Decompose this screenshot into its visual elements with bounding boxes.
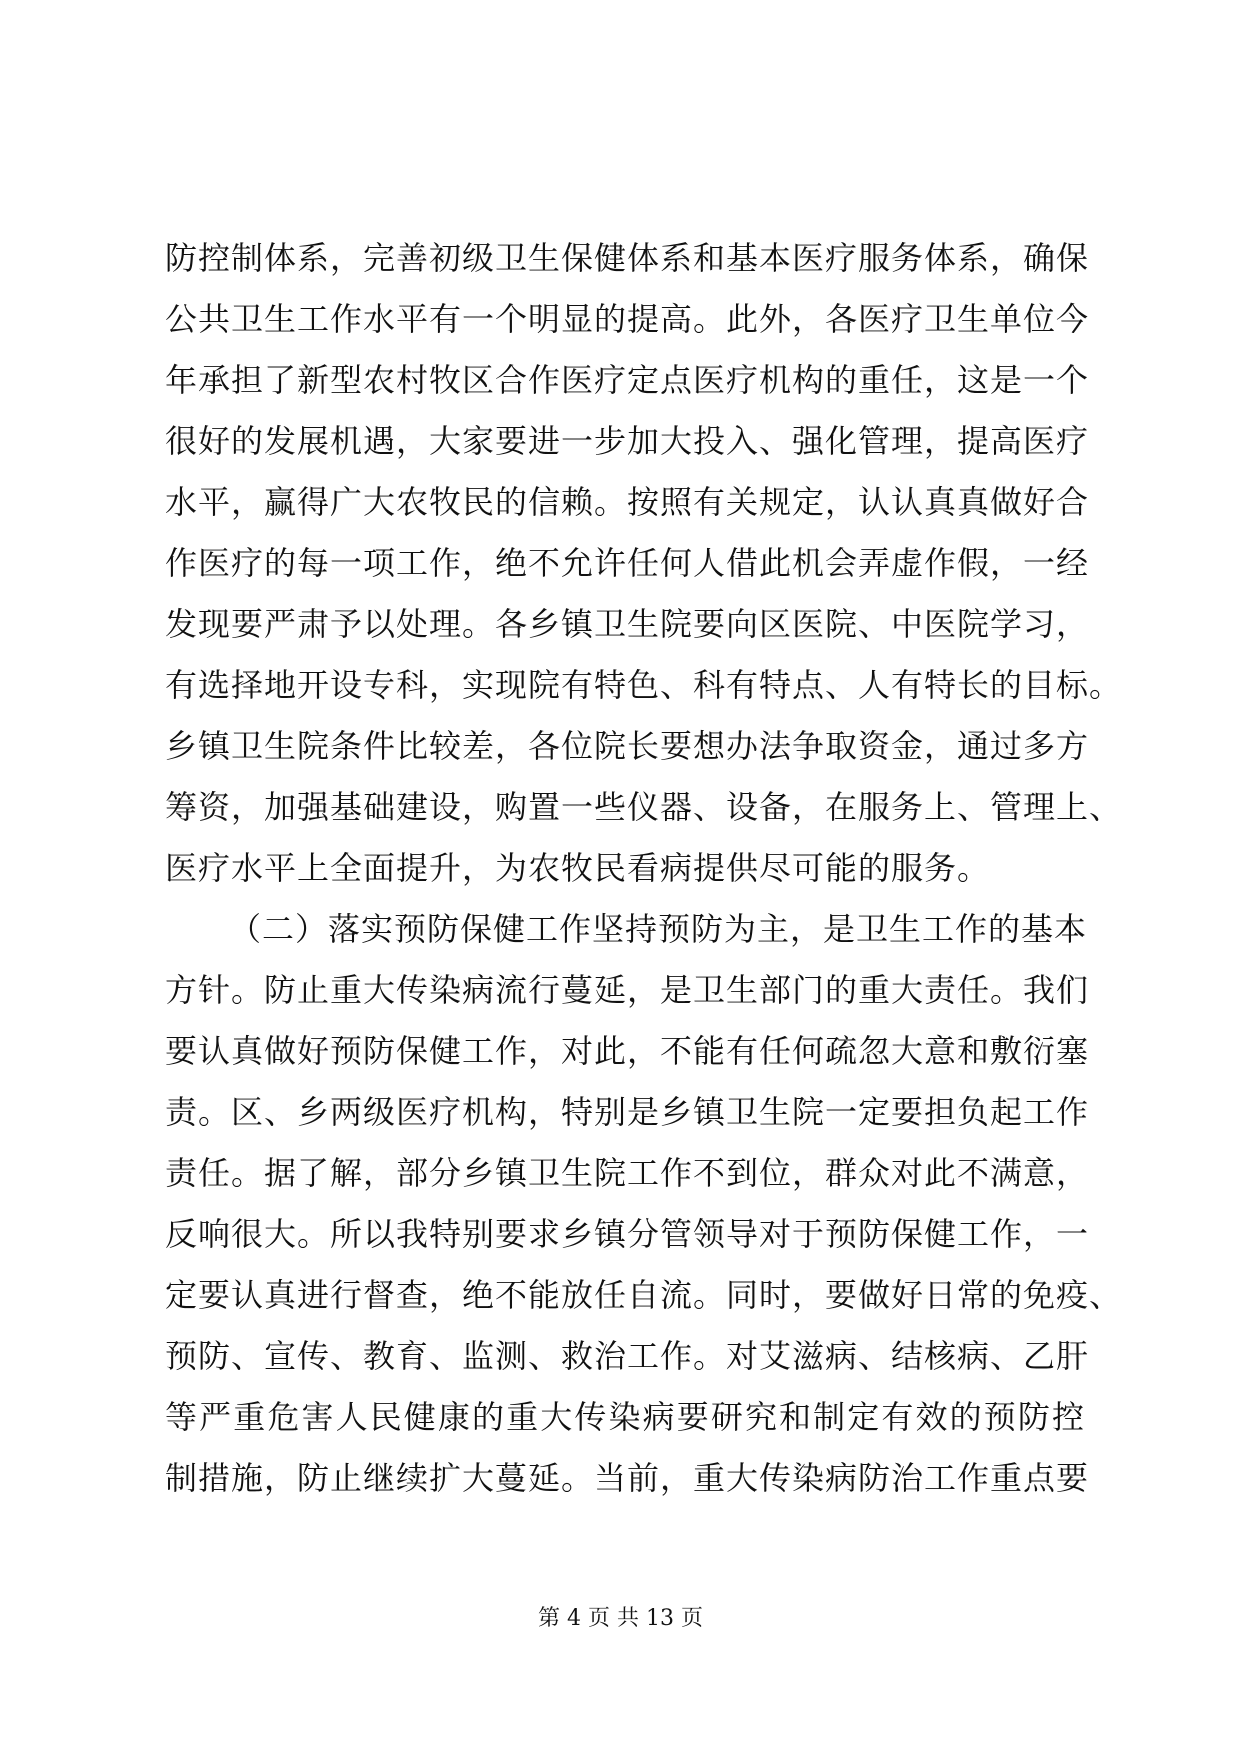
text-line: 方针。防止重大传染病流行蔓延，是卫生部门的重大责任。我们: [165, 971, 1090, 1009]
text-line: 筹资，加强基础建设，购置一些仪器、设备，在服务上、管理上、: [165, 788, 1123, 826]
text-line: 责任。据了解，部分乡镇卫生院工作不到位，群众对此不满意，: [165, 1154, 1090, 1192]
text-line: 制措施，防止继续扩大蔓延。当前，重大传染病防治工作重点要: [165, 1459, 1090, 1497]
text-line: 预防、宣传、教育、监测、救治工作。对艾滋病、结核病、乙肝: [165, 1337, 1090, 1375]
text-line: 定要认真进行督查，绝不能放任自流。同时，要做好日常的免疫、: [165, 1276, 1123, 1314]
text-line: 年承担了新型农村牧区合作医疗定点医疗机构的重任，这是一个: [165, 361, 1090, 399]
text-line: 防控制体系，完善初级卫生保健体系和基本医疗服务体系，确保: [165, 239, 1090, 277]
text-line: 反响很大。所以我特别要求乡镇分管领导对于预防保健工作，一: [165, 1215, 1090, 1253]
text-line: 作医疗的每一项工作，绝不允许任何人借此机会弄虚作假，一经: [165, 544, 1090, 582]
paragraph-end-line: 医疗水平上全面提升，为农牧民看病提供尽可能的服务。: [165, 849, 991, 887]
text-line: 乡镇卫生院条件比较差，各位院长要想办法争取资金，通过多方: [165, 727, 1090, 765]
text-line: 公共卫生工作水平有一个明显的提高。此外，各医疗卫生单位今: [165, 300, 1090, 338]
text-line: 发现要严肃予以处理。各乡镇卫生院要向区医院、中医院学习，: [165, 605, 1090, 643]
text-line: 等严重危害人民健康的重大传染病要研究和制定有效的预防控: [165, 1398, 1085, 1436]
text-line: 有选择地开设专科，实现院有特色、科有特点、人有特长的目标。: [165, 666, 1123, 704]
document-body: [165, 228, 1123, 1509]
section-heading-line: （二）落实预防保健工作坚持预防为主，是卫生工作的基本: [229, 910, 1088, 948]
text-line: 水平，赢得广大农牧民的信赖。按照有关规定，认认真真做好合: [165, 483, 1090, 521]
text-line: 很好的发展机遇，大家要进一步加大投入、强化管理，提高医疗: [165, 422, 1090, 460]
text-line: 要认真做好预防保健工作，对此，不能有任何疏忽大意和敷衍塞: [165, 1032, 1090, 1070]
page-number-footer: 第 4 页 共 13 页: [538, 1606, 703, 1631]
text-line: 责。区、乡两级医疗机构，特别是乡镇卫生院一定要担负起工作: [165, 1093, 1090, 1131]
